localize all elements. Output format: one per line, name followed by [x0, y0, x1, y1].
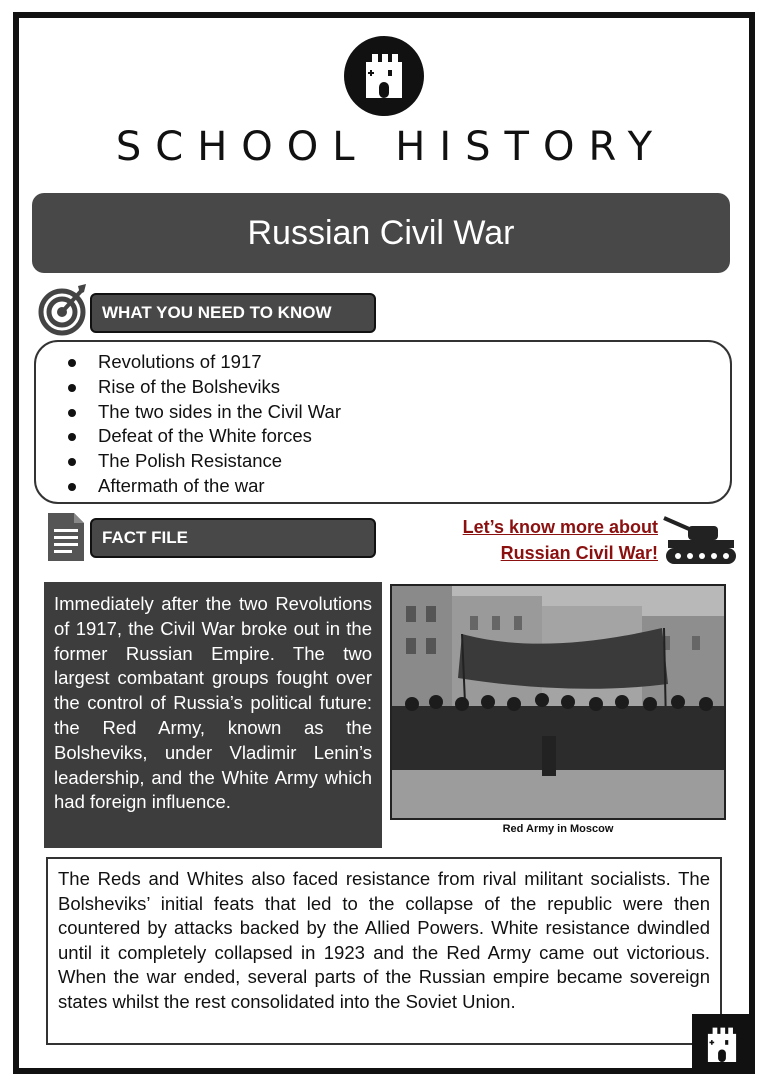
- castle-icon: [704, 1026, 740, 1062]
- document-icon: [46, 511, 86, 563]
- target-icon: [38, 282, 90, 336]
- photo-caption: Red Army in Moscow: [502, 823, 614, 835]
- corner-logo: [692, 1014, 752, 1072]
- list-item: The Polish Resistance: [98, 449, 730, 474]
- list-item: The two sides in the Civil War: [98, 400, 730, 425]
- castle-icon: [362, 52, 406, 98]
- learn-more-link[interactable]: [463, 514, 658, 566]
- key-points-box: [34, 340, 732, 504]
- list-item: Aftermath of the war: [98, 474, 730, 499]
- school-history-logo: [344, 36, 424, 116]
- learn-more-line1: Let’s know more about: [462, 517, 658, 537]
- fact-text-box: Immediately after the two Revolutions of 1917, the Civil War broke out in the former Russian Empire. The two largest combatant groups fought over the control of Russia’s political future: the Red Army, known as the Bolsheviks, under Vladimir Lenin’s leadership, and the White Army which had foreign influence.: [44, 582, 382, 848]
- list-item: Revolutions of 1917: [98, 350, 730, 375]
- page-title: Russian Civil War: [32, 193, 730, 273]
- list-item: Rise of the Bolsheviks: [98, 375, 730, 400]
- key-points-list: [98, 350, 730, 499]
- red-army-photo: [390, 584, 726, 820]
- brand-name: SCHOOL HISTORY: [115, 124, 667, 170]
- learn-more-line2: Russian Civil War!: [500, 543, 658, 563]
- tank-icon: [662, 512, 738, 566]
- section-heading-fact: FACT FILE: [90, 518, 376, 558]
- list-item: Defeat of the White forces: [98, 424, 730, 449]
- summary-paragraph: The Reds and Whites also faced resistance from rival militant socialists. The Bolsheviks’ initial feats that led to the collapse of the republic were then countered by attacks backed by the Allied Powers. White resistance dwindled until it completely collapsed in 1923 and the Red Army came out victorious. When the war ended, several parts of the Russian empire became sovereign states whilst the rest consolidated into the Soviet Union.: [46, 857, 722, 1045]
- section-heading-know: WHAT YOU NEED TO KNOW: [90, 293, 376, 333]
